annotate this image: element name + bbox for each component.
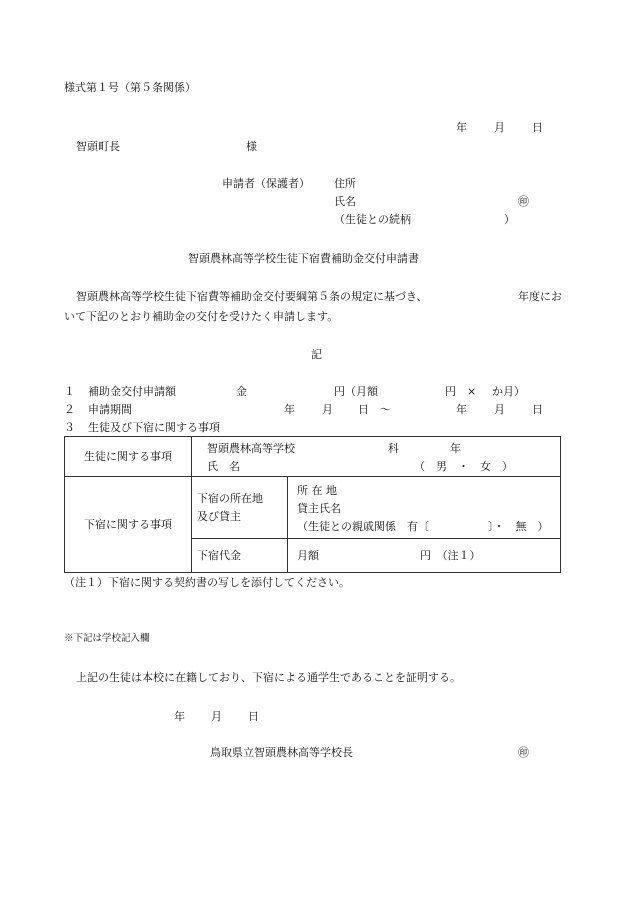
certification-text: 上記の生徒は本校に在籍しており、下宿による通学生であることを証明する。 — [76, 671, 461, 684]
lodging-sub-line2: 及び貸主 — [197, 510, 241, 523]
location-label: 所 在 地 — [297, 484, 337, 497]
principal-seal-icon: ㊞ — [518, 746, 529, 759]
student-header-cell — [65, 437, 192, 477]
item2-to-month: 月 — [494, 403, 505, 416]
grade-label: 年 — [450, 442, 461, 455]
applicant-label: 申請者（保護者） — [222, 177, 310, 190]
relation-label: （生徒との親戚関係 有〔 — [297, 520, 429, 533]
item2-from-month: 月 — [322, 403, 333, 416]
monthly-label: 月額 — [297, 549, 319, 562]
lodging-sub-line1: 下宿の所在地 — [197, 492, 263, 505]
item1-kin: 金 — [236, 385, 247, 398]
principal-title: 鳥取県立智頭農林高等学校長 — [210, 746, 353, 759]
student-info-cell — [192, 437, 561, 477]
body-line2: いて下記のとおり補助金の交付を受けたく申請します。 — [64, 310, 339, 323]
applicant-address-label: 住所 — [334, 177, 356, 190]
item2-to-day: 日 — [532, 403, 543, 416]
item3-label: 生徒及び下宿に関する事項 — [88, 421, 220, 434]
item2-from-day: 日 ～ — [358, 403, 391, 416]
body-line1-end: 年度にお — [518, 290, 562, 303]
item2-label: 申請期間 — [88, 403, 132, 416]
applicant-name-label: 氏名 — [334, 195, 356, 208]
date-year-label: 年 — [456, 121, 467, 134]
student-header: 生徒に関する事項 — [84, 450, 172, 463]
body-line1-start: 智頭農林高等学校生徒下宿費等補助金交付要綱第５条の規定に基づき、 — [76, 290, 428, 303]
student-name-label: 氏 名 — [207, 460, 240, 473]
item1-months: か月） — [492, 385, 525, 398]
school-name: 智頭農林高等学校 — [207, 442, 295, 455]
applicant-relation-close: ） — [504, 213, 515, 226]
details-table — [64, 436, 561, 573]
school-section-heading: ※下記は学校記入欄 — [64, 633, 150, 644]
item1-yen-times: 円 × — [445, 385, 477, 398]
lodging-header: 下宿に関する事項 — [84, 518, 172, 531]
item3-number: ３ — [64, 421, 75, 434]
date-month-label: 月 — [494, 121, 505, 134]
lodging-sub-cell — [192, 477, 288, 539]
ki-heading: 記 — [311, 348, 322, 361]
lodging-header-cell — [65, 477, 192, 573]
item1-label: 補助金交付申請額 — [88, 385, 176, 398]
relation-end-label: 〕・ 無 ） — [488, 520, 549, 533]
cert-year-label: 年 — [174, 710, 185, 723]
cost-label-cell — [192, 539, 288, 573]
cost-label: 下宿代金 — [197, 549, 241, 562]
date-day-label: 日 — [532, 121, 543, 134]
addressee-honorific: 様 — [246, 140, 257, 153]
item1-yen-monthly: 円（月額 — [334, 385, 378, 398]
landlord-label: 貸主氏名 — [297, 502, 341, 515]
department-label: 科 — [388, 442, 399, 455]
cert-month-label: 月 — [211, 710, 222, 723]
attachment-note: （注１）下宿に関する契約書の写しを添付してください。 — [64, 576, 350, 589]
document-title: 智頭農林高等学校生徒下宿費補助金交付申請書 — [188, 252, 419, 265]
form-number: 様式第１号（第５条関係） — [64, 81, 196, 94]
item1-number: １ — [64, 385, 75, 398]
cost-value-cell — [288, 539, 561, 573]
lodging-details-cell — [288, 477, 561, 539]
applicant-seal-icon: ㊞ — [518, 195, 529, 208]
item2-to-year: 年 — [456, 403, 467, 416]
item2-from-year: 年 — [284, 403, 295, 416]
addressee-name: 智頭町長 — [76, 140, 120, 153]
cert-day-label: 日 — [248, 710, 259, 723]
applicant-relation-label: （生徒との続柄 — [334, 213, 411, 226]
yen-note-label: 円 （注１） — [420, 549, 481, 562]
item2-number: ２ — [64, 403, 75, 416]
gender-options: （ 男 ・ 女 ） — [414, 460, 513, 473]
